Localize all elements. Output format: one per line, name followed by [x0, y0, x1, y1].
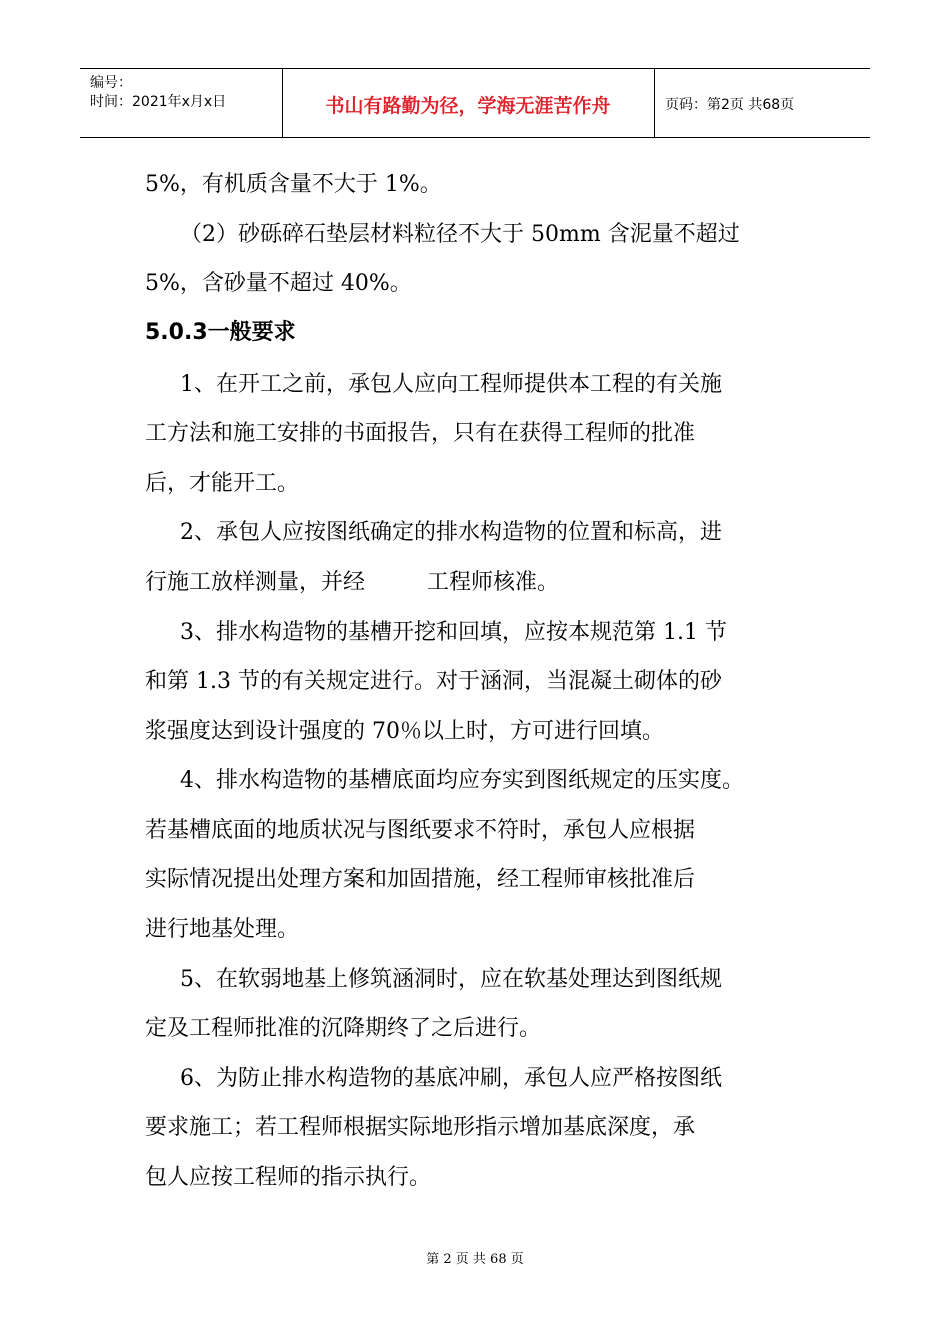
text-line: 若基槽底面的地质状况与图纸要求不符时，承包人应根据 [145, 818, 696, 843]
text-line: 2、承包人应按图纸确定的排水构造物的位置和标高，进 [180, 520, 722, 545]
text-line: 5、在软弱地基上修筑涵洞时，应在软基处理达到图纸规 [180, 967, 722, 992]
text-line: 工方法和施工安排的书面报告，只有在获得工程师的批准 [145, 421, 696, 446]
text-line: 实际情况提出处理方案和加固措施，经工程师审核批准后 [145, 867, 696, 892]
text-line: 定及工程师批准的沉降期终了之后进行。 [145, 1016, 542, 1041]
header-motto-cell [282, 69, 655, 137]
header-left-cell [80, 69, 283, 137]
page-header [80, 68, 870, 138]
text-line [145, 570, 559, 596]
section-heading: 5.0.3一般要求 [145, 320, 296, 345]
text-line: 5%，含砂量不超过 40%。 [145, 271, 412, 296]
text-line: 进行地基处理。 [145, 917, 300, 942]
text-line: （2）砂砾碎石垫层材料粒径不大于 50mm 含泥量不超过 [180, 222, 740, 247]
text-line: 和第 1.3 节的有关规定进行。对于涵洞，当混凝土砌体的砂 [145, 669, 722, 694]
page-info: 页码：第2页 共68页 [665, 97, 795, 113]
number-label: 编号： [90, 75, 132, 91]
time-label: 时间：2021年x月x日 [90, 94, 227, 110]
text-line: 1、在开工之前，承包人应向工程师提供本工程的有关施 [180, 372, 722, 397]
text-line: 4、排水构造物的基槽底面均应夯实到图纸规定的压实度。 [180, 768, 744, 793]
text-line: 浆强度达到设计强度的 70％以上时，方可进行回填。 [145, 719, 664, 744]
page-footer: 第 2 页 共 68 页 [426, 1252, 524, 1267]
text-line: 6、为防止排水构造物的基底冲刷，承包人应严格按图纸 [180, 1066, 722, 1091]
text-segment: 行施工放样测量，并经 [145, 570, 366, 595]
text-segment: 工程师核准。 [427, 570, 560, 595]
text-line: 要求施工；若工程师根据实际地形指示增加基底深度，承 [145, 1115, 696, 1140]
text-line: 包人应按工程师的指示执行。 [145, 1165, 432, 1190]
text-line: 3、排水构造物的基槽开挖和回填，应按本规范第 1.1 节 [180, 620, 727, 645]
text-line: 5%，有机质含量不大于 1%。 [145, 172, 442, 197]
text-line: 后，才能开工。 [145, 471, 300, 496]
motto-text: 书山有路勤为径，学海无涯苦作舟 [325, 95, 611, 117]
header-right-cell [655, 69, 870, 137]
